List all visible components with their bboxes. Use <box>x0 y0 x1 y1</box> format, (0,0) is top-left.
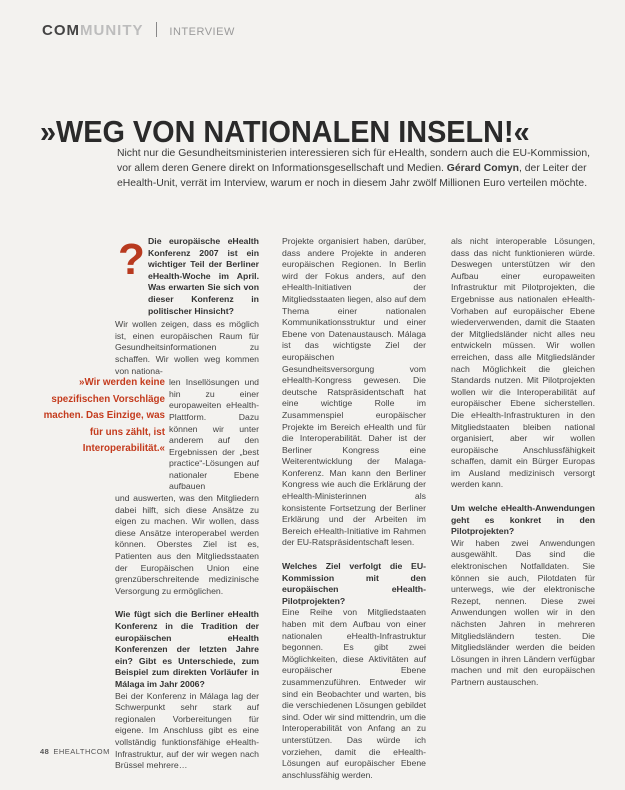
column-3-question: Um welche eHealth-Anwendungen geht es konkret in den Pilotprojekten? <box>451 503 595 537</box>
column-3 <box>451 236 595 689</box>
column-3-answer-top: als nicht interoperable Lösungen, dass das nicht funktionieren würde. Deswegen unterstützen wir den Aufbau einer europaweiten Infrastruktur mit Pilotprojekten, die Ergebnisse aus nationalen eHealth-Vorhaben auf europäischer Ebene wiederverwenden, damit die Staaten der Mitgliedsländer nicht alles neu entwickeln müssen. Wir wollen erreichen, dass alle Mitgliedsländer nach Möglichkeit die gleichen Standards nutzen. Mit Pilotprojekten wollen wir die Interoperabilität auf europäischer Ebene sicherstellen. Die eHealth-Infrastrukturen in den Mitgliedstaaten bleiben national organisiert, aber wir wollen europäische Anschlussfähigkeit schaffen, damit ein Bürger Europas im Ausland medizinisch versorgt werden kann. <box>451 236 595 490</box>
column-2-answer: Eine Reihe von Mitgliedstaaten haben mit dem Aufbau von einer nationalen eHealth-Infrastruktur begonnen. Es gibt zwei Möglichkeiten, diese Aktivitäten auf europäischer Ebene zusammenzuführen. Entweder wir sind ein Beobachter und warten, bis die verschiedenen Lösungen gebildet sind. Oder wir sind mittendrin, um die Interoperabilität von Anfang an zu unterstützen. Das würde ich vorziehen, damit die eHealth-Lösungen auf europäischer Ebene anschlussfähig werden. <box>282 607 426 780</box>
column-2-question: Welches Ziel verfolgt die EU-Kommission mit den europäischen eHealth-Pilotprojekten? <box>282 561 426 606</box>
question-1: Die europäische eHealth Konferenz 2007 ist ein wichtiger Teil der Berliner eHealth-Woche im April. Was erwarten Sie sich von dieser Konferenz in politischer Hinsicht? <box>148 236 259 316</box>
header-divider <box>156 22 157 37</box>
section-label-a: COM <box>42 22 80 39</box>
answer-2: Bei der Konferenz in Málaga lag der Schwerpunkt sehr stark auf regionalen Vorbereitungen für eigene. Im Anschluss gibt es eine vollständig funktionsfähige eHealth-Infrastruktur, auf der wir wegen nach Brüssel mehrere… <box>115 690 259 771</box>
page-number: 48 <box>40 747 50 756</box>
column-2-answer-top: Projekte organisiert haben, darüber, dass andere Projekte in anderen europäischen Regionen. In Berlin wird der Fokus anders, auf den eHealth-Initiativen der Mitgliedsstaaten liegen, also auf dem Thema einer nationalen Kommunikationsstruktur und einer Ebene von Datenaustausch. Málaga ist das wichtigste Ziel der europäischen Gesundheitsversorgung vom eHealth-Kongress gewesen. Die deutsche Ratspräsidentschaft hat eine wichtige Rolle im Zusammenspiel europäischer Projekte im Bereich eHealth und für die Interoperabilität. Daher ist der Berliner Kongress eine Weiterentwicklung der Malaga-Konferenz. Man kann den Berliner Kongress wie auch die Erklärung der eHealth-Ministerinnen als konsistente Fortsetzung der Berliner Erklärung und der Arbeiten im Bereich eHealth-Initiative im Rahmen der EU-Ratspräsidentschaft lesen. <box>282 236 426 548</box>
intro-paragraph <box>117 146 597 191</box>
question-mark-icon: ? <box>118 235 145 284</box>
headline: »WEG VON NATIONALEN INSELN!« <box>40 114 530 149</box>
answer-1-top: Wir wollen zeigen, dass es möglich ist, einen europäischen Raum für Gesundheitsinformationen zu schaffen. Wir wollen weg kommen von nationa- <box>115 319 259 376</box>
pull-quote-area <box>37 375 257 475</box>
intro-text-a: Nicht nur die Gesundheitsministerien interessieren sich für eHealth, sondern auch die EU-Kommission, vor allem deren Genere direkt on Informationsgesellschaft und Medien. <box>117 148 590 174</box>
section-header <box>42 22 235 42</box>
question-2: Wie fügt sich die Berliner eHealth Konferenz in die Tradition der europäischen eHealth Konferenzen der letzten Jahre ein? Gibt es Unterschiede, zum Beispiel zum direkten Vorläufer in Málaga im Jahr 2006? <box>115 609 259 689</box>
intro-text-b: , der Leiter der eHealth-Unit, verrät im Interview, warum er noch in diesem Jahr zwölf Millionen Euro verteilen möchte. <box>117 163 588 189</box>
pull-quote: »Wir werden keine spezifischen Vorschläge machen. Das Einzige, was für uns zählt, ist Interoperabilität.« <box>43 377 165 454</box>
column-2 <box>282 236 426 780</box>
answer-1-bottom: und auswerten, was den Mitgliedern dabei hilft, sich diese Ansätze zu eigen zu machen. Wir wollen, dass diese Ansätze interoperabel werden können. Oberstes Ziel ist es, Patienten aus den Mitgliedsstaaten der Europäischen Union eine grenzüberschreitende medizinische Versorgung zu ermöglichen. <box>115 493 259 596</box>
column-3-answer: Wir haben zwei Anwendungen ausgewählt. Das sind die elektronischen Notfalldaten. Sie können sie auch, Pilotdaten für unterwegs, wie der elektronische Rezept, nennen. Diese zwei Anwendungen wollen wir in den nächsten Jahren in mehreren Mitgliedsländern testen. Die Mitgliedsländer werden die beiden Lösungen in ihren Ländern verfügbar machen und mit den europäischen Partnern austauschen. <box>451 537 595 687</box>
page-footer <box>40 747 110 756</box>
column-1 <box>115 236 259 771</box>
subsection-label: INTERVIEW <box>169 26 235 38</box>
section-label-b: MUNITY <box>80 22 144 39</box>
magazine-name: EHEALTHCOM <box>53 747 110 756</box>
intro-name: Gérard Comyn <box>446 163 519 174</box>
answer-1-indent: len Insellösungen und hin zu einer europaweiten eHealth-Plattform. Dazu können wir unter anderem auf den Ergebnissen der „best practice“-Lösungen auf nationaler Ebene aufbauen <box>169 377 259 492</box>
